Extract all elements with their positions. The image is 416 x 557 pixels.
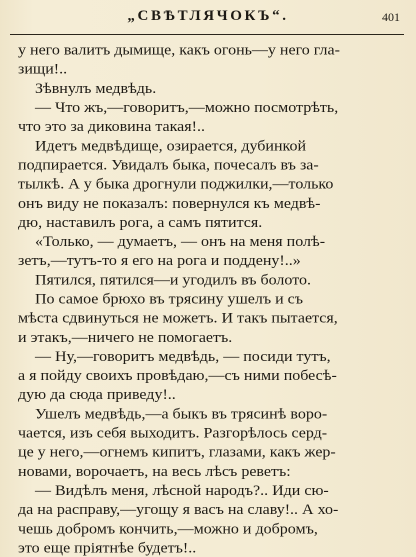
text-line: да на расправу,—угощу я васъ на славу!.. А хо- (18, 502, 339, 518)
text-line: зетъ,—тутъ-то я его на рога и подденy!..» (18, 253, 301, 269)
text-line: тылкѣ. А у быка дрогнули поджилки,—только (18, 176, 334, 193)
text-line: це у него,—огнемъ кипитъ, глазами, какъ жер- (18, 444, 336, 461)
text-line: что это за диковина такая!.. (18, 119, 205, 135)
text-line: — Что жъ,—говоритъ,—можно посмотрѣть, (35, 100, 339, 116)
text-line: — Видѣлъ меня, лѣсной народъ?.. Иди сю- (35, 483, 329, 499)
running-header (0, 6, 416, 28)
text-line: у него валитъ дымище, какъ огонь—у него гла- (18, 42, 340, 59)
text-line: Зѣвнулъ медвѣдь. (35, 81, 157, 97)
text-line: Пятился, пятился—и угодилъ въ болото. (35, 272, 311, 289)
text-line: чешь добромъ кончить,—можно и добромъ, (18, 521, 318, 537)
text-line: По самое брюхо въ трясину ушелъ и съ (35, 291, 304, 308)
header-rule (10, 34, 404, 35)
text-line: это еще пріятнѣе будетъ!.. (18, 540, 197, 557)
text-line: Ушелъ медвѣдь,—а быкъ въ трясинѣ воро- (35, 406, 328, 423)
text-line: чается, изъ себя выходитъ. Разгорѣлось серд- (18, 425, 328, 442)
text-line: дю, наставилъ рога, а самъ пятится. (18, 215, 263, 231)
text-line: и этакъ,—ничего не помогаетъ. (18, 329, 233, 346)
text-line: дую да сюда приведу!.. (18, 387, 176, 403)
running-title: „СВѢТЛЯЧОКЪ“. (127, 8, 289, 24)
text-line: зищи!.. (18, 61, 68, 78)
text-line: Идетъ медвѣдище, озирается, дубинкой (35, 138, 307, 154)
text-line: онъ виду не показалъ: повернулся къ медвѣ- (18, 195, 321, 212)
text-line: а я пойду своихъ провѣдаю,—съ ними побесѣ- (18, 368, 337, 384)
text-line: «Только, — думаетъ, — онъ на меня полѣ- (35, 234, 326, 250)
text-line: новами, ворочаетъ, на весь лѣсъ реветъ: (18, 463, 291, 480)
text-line: подпирается. Увидалъ быка, почесалъ въ за- (18, 157, 319, 174)
text-line: — Ну,—говоритъ медвѣдь, — посиди тутъ, (35, 349, 331, 365)
page-number: 401 (382, 10, 400, 24)
text-line: мѣста сдвинуться не можетъ. И такъ пытается, (18, 310, 338, 327)
